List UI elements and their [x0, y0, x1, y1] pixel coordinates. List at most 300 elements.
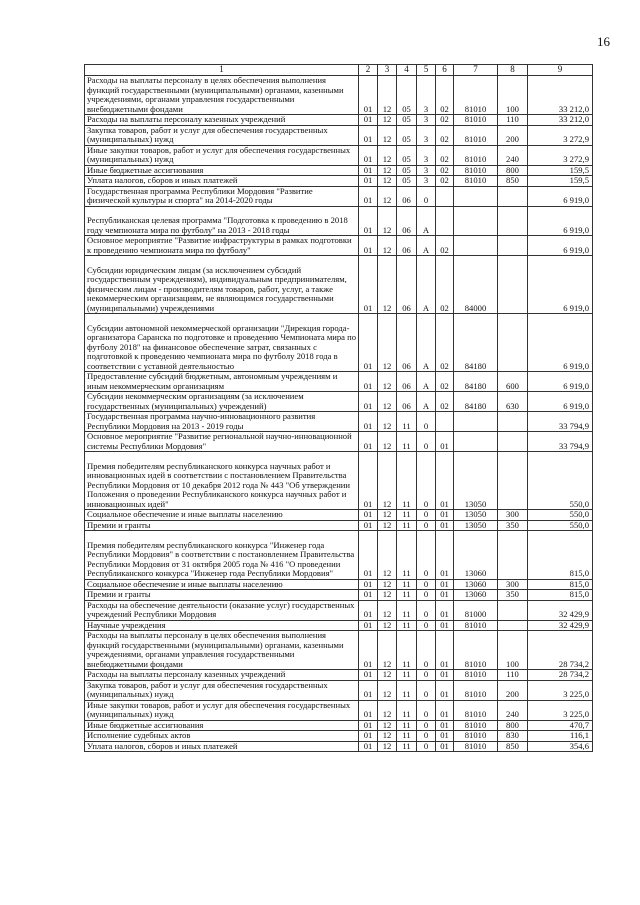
column-header: 1 — [85, 65, 359, 76]
amount: 32 429,9 — [528, 620, 593, 631]
code-8: 830 — [498, 731, 528, 742]
code-2: 01 — [359, 520, 378, 531]
code-8 — [498, 452, 528, 510]
code-6: 01 — [436, 680, 454, 700]
row-description: Уплата налогов, сборов и иных платежей — [85, 176, 359, 187]
code-6: 01 — [436, 590, 454, 601]
budget-table — [84, 64, 593, 752]
table-row — [85, 631, 593, 670]
code-4: 06 — [397, 372, 417, 392]
code-8 — [498, 432, 528, 452]
code-6 — [436, 186, 454, 206]
code-4: 11 — [397, 731, 417, 742]
code-3: 12 — [378, 432, 397, 452]
table-row — [85, 520, 593, 531]
code-8: 110 — [498, 115, 528, 126]
table-row — [85, 392, 593, 412]
row-description: Премии и гранты — [85, 520, 359, 531]
code-6: 02 — [436, 76, 454, 115]
code-4: 11 — [397, 452, 417, 510]
code-2: 01 — [359, 531, 378, 580]
table-row — [85, 125, 593, 145]
code-8 — [498, 314, 528, 372]
table-row — [85, 372, 593, 392]
code-2: 01 — [359, 631, 378, 670]
table-row — [85, 600, 593, 620]
code-3: 12 — [378, 590, 397, 601]
column-header: 9 — [528, 65, 593, 76]
code-7: 84000 — [454, 256, 498, 314]
code-4: 06 — [397, 236, 417, 256]
code-2: 01 — [359, 412, 378, 432]
code-5: А — [417, 314, 436, 372]
code-7: 13050 — [454, 520, 498, 531]
amount: 6 919,0 — [528, 392, 593, 412]
code-5: 3 — [417, 76, 436, 115]
row-description: Социальное обеспечение и иные выплаты населению — [85, 579, 359, 590]
code-6: 01 — [436, 731, 454, 742]
code-2: 01 — [359, 432, 378, 452]
code-4: 11 — [397, 510, 417, 521]
code-4: 11 — [397, 670, 417, 681]
code-5: 0 — [417, 579, 436, 590]
code-6: 02 — [436, 236, 454, 256]
code-4: 11 — [397, 720, 417, 731]
table-row — [85, 700, 593, 720]
code-5: 3 — [417, 115, 436, 126]
row-description: Субсидии юридическим лицам (за исключением субсидий государственным учреждениям), индивидуальным предпринимателям, физическим лицам - производителям товаров, работ, услуг, а также некоммерческим организациям, не являющимся государственными (муниципальными) учреждениями — [85, 256, 359, 314]
code-2: 01 — [359, 452, 378, 510]
code-7: 81010 — [454, 700, 498, 720]
code-5: 3 — [417, 125, 436, 145]
code-2: 01 — [359, 579, 378, 590]
code-2: 01 — [359, 731, 378, 742]
row-description: Премии и гранты — [85, 590, 359, 601]
row-description: Научные учреждения — [85, 620, 359, 631]
table-row — [85, 256, 593, 314]
code-2: 01 — [359, 741, 378, 752]
code-3: 12 — [378, 256, 397, 314]
row-description: Иные бюджетные ассигнования — [85, 165, 359, 176]
code-6: 02 — [436, 314, 454, 372]
column-header: 5 — [417, 65, 436, 76]
row-description: Иные бюджетные ассигнования — [85, 720, 359, 731]
code-5: 0 — [417, 452, 436, 510]
code-7: 81010 — [454, 741, 498, 752]
code-5: А — [417, 206, 436, 236]
code-3: 12 — [378, 452, 397, 510]
table-row — [85, 510, 593, 521]
code-2: 01 — [359, 186, 378, 206]
code-4: 06 — [397, 256, 417, 314]
code-2: 01 — [359, 314, 378, 372]
code-8: 100 — [498, 631, 528, 670]
code-5: А — [417, 372, 436, 392]
code-5: 0 — [417, 600, 436, 620]
code-4: 11 — [397, 620, 417, 631]
code-3: 12 — [378, 579, 397, 590]
amount: 3 225,0 — [528, 680, 593, 700]
code-3: 12 — [378, 206, 397, 236]
table-row — [85, 741, 593, 752]
code-6: 02 — [436, 115, 454, 126]
table-row — [85, 579, 593, 590]
code-4: 11 — [397, 741, 417, 752]
code-8: 240 — [498, 145, 528, 165]
code-8: 200 — [498, 125, 528, 145]
row-description: Расходы на выплаты персоналу в целях обеспечения выполнения функций государственными (муниципальными) органами, казенными учреждениями, органами управления государственными внебюджетными фондами — [85, 631, 359, 670]
code-3: 12 — [378, 510, 397, 521]
code-2: 01 — [359, 510, 378, 521]
code-7: 81010 — [454, 631, 498, 670]
amount: 28 734,2 — [528, 631, 593, 670]
table-row — [85, 236, 593, 256]
code-5: 0 — [417, 700, 436, 720]
table-row — [85, 412, 593, 432]
code-6: 02 — [436, 372, 454, 392]
code-7: 81010 — [454, 176, 498, 187]
header-row — [85, 65, 593, 76]
column-header: 4 — [397, 65, 417, 76]
row-description: Основное мероприятие "Развитие инфраструктуры в рамках подготовки к проведению чемпионата мира по футболу" — [85, 236, 359, 256]
code-5: 0 — [417, 680, 436, 700]
code-8 — [498, 531, 528, 580]
code-5: 3 — [417, 145, 436, 165]
table-row — [85, 590, 593, 601]
code-7: 13050 — [454, 452, 498, 510]
amount: 815,0 — [528, 579, 593, 590]
amount: 6 919,0 — [528, 206, 593, 236]
table-row — [85, 314, 593, 372]
code-8: 100 — [498, 76, 528, 115]
row-description: Закупка товаров, работ и услуг для обеспечения государственных (муниципальных) нужд — [85, 125, 359, 145]
code-2: 01 — [359, 392, 378, 412]
code-8: 350 — [498, 520, 528, 531]
code-2: 01 — [359, 620, 378, 631]
code-5: 0 — [417, 631, 436, 670]
code-3: 12 — [378, 145, 397, 165]
table-row — [85, 432, 593, 452]
code-2: 01 — [359, 680, 378, 700]
code-5: 0 — [417, 620, 436, 631]
code-8: 850 — [498, 176, 528, 187]
code-8: 110 — [498, 670, 528, 681]
code-4: 05 — [397, 125, 417, 145]
code-3: 12 — [378, 700, 397, 720]
code-5: 0 — [417, 510, 436, 521]
amount: 815,0 — [528, 590, 593, 601]
code-7 — [454, 186, 498, 206]
code-7: 81010 — [454, 620, 498, 631]
table-row — [85, 76, 593, 115]
code-7: 13060 — [454, 531, 498, 580]
row-description: Иные закупки товаров, работ и услуг для обеспечения государственных (муниципальных) нужд — [85, 700, 359, 720]
row-description: Расходы на обеспечение деятельности (оказание услуг) государственных учреждений Республики Мордовия — [85, 600, 359, 620]
row-description: Расходы на выплаты персоналу казенных учреждений — [85, 115, 359, 126]
code-5: 0 — [417, 590, 436, 601]
code-7: 81010 — [454, 165, 498, 176]
code-4: 11 — [397, 531, 417, 580]
table-row — [85, 452, 593, 510]
row-description: Республиканская целевая программа "Подготовка к проведению в 2018 году чемпионата мира по футболу" на 2013 - 2018 годы — [85, 206, 359, 236]
row-description: Государственная программа научно-инновационного развития Республики Мордовия на 2013 - 2019 годы — [85, 412, 359, 432]
code-2: 01 — [359, 372, 378, 392]
code-6: 01 — [436, 741, 454, 752]
code-8 — [498, 412, 528, 432]
row-description: Премия победителям республиканского конкурса "Инженер года Республики Мордовия" в соответствии с постановлением Правительства Республики Мордовия от 31 октября 2005 года № 416 "О проведении Республиканского конкурса "Инженер года Республики Мордовия" — [85, 531, 359, 580]
code-4: 11 — [397, 579, 417, 590]
code-3: 12 — [378, 176, 397, 187]
code-5: 0 — [417, 186, 436, 206]
code-2: 01 — [359, 76, 378, 115]
amount: 28 734,2 — [528, 670, 593, 681]
column-header: 6 — [436, 65, 454, 76]
row-description: Предоставление субсидий бюджетным, автономным учреждениям и иным некоммерческим организациям — [85, 372, 359, 392]
code-3: 12 — [378, 631, 397, 670]
code-6: 01 — [436, 432, 454, 452]
code-4: 11 — [397, 631, 417, 670]
code-3: 12 — [378, 372, 397, 392]
code-7: 81010 — [454, 731, 498, 742]
table-row — [85, 720, 593, 731]
code-3: 12 — [378, 186, 397, 206]
table-row — [85, 620, 593, 631]
code-7 — [454, 206, 498, 236]
row-description: Субсидии некоммерческим организациям (за исключением государственных (муниципальных) учреждений) — [85, 392, 359, 412]
amount: 550,0 — [528, 510, 593, 521]
table-row — [85, 670, 593, 681]
code-7 — [454, 432, 498, 452]
code-3: 12 — [378, 76, 397, 115]
code-2: 01 — [359, 236, 378, 256]
code-2: 01 — [359, 125, 378, 145]
code-4: 06 — [397, 314, 417, 372]
code-5: 0 — [417, 670, 436, 681]
code-7: 81010 — [454, 680, 498, 700]
amount: 3 225,0 — [528, 700, 593, 720]
code-3: 12 — [378, 531, 397, 580]
code-4: 05 — [397, 76, 417, 115]
code-3: 12 — [378, 670, 397, 681]
row-description: Премия победителям республиканского конкурса научных работ и инновационных идей в соответствии с постановлением Правительства Республики Мордовия от 10 декабря 2012 года № 443 "Об утверждении Положения о проведении Республиканского конкурса научных работ и инновационных идей" — [85, 452, 359, 510]
code-2: 01 — [359, 115, 378, 126]
table-row — [85, 206, 593, 236]
code-6: 01 — [436, 600, 454, 620]
code-2: 01 — [359, 600, 378, 620]
code-4: 06 — [397, 206, 417, 236]
code-3: 12 — [378, 680, 397, 700]
code-6: 02 — [436, 176, 454, 187]
code-8: 300 — [498, 510, 528, 521]
code-6: 01 — [436, 452, 454, 510]
code-6: 01 — [436, 620, 454, 631]
code-3: 12 — [378, 731, 397, 742]
amount: 6 919,0 — [528, 256, 593, 314]
amount: 550,0 — [528, 452, 593, 510]
code-7: 81010 — [454, 720, 498, 731]
code-6 — [436, 206, 454, 236]
table-row — [85, 176, 593, 187]
code-4: 05 — [397, 145, 417, 165]
code-8: 350 — [498, 590, 528, 601]
code-6: 01 — [436, 520, 454, 531]
code-6: 01 — [436, 531, 454, 580]
amount: 6 919,0 — [528, 186, 593, 206]
code-8: 850 — [498, 741, 528, 752]
column-header: 3 — [378, 65, 397, 76]
code-6: 01 — [436, 579, 454, 590]
amount: 159,5 — [528, 176, 593, 187]
code-3: 12 — [378, 314, 397, 372]
amount: 3 272,9 — [528, 125, 593, 145]
column-header: 8 — [498, 65, 528, 76]
code-7: 81010 — [454, 145, 498, 165]
code-3: 12 — [378, 412, 397, 432]
code-7 — [454, 236, 498, 256]
code-2: 01 — [359, 165, 378, 176]
code-5: 0 — [417, 412, 436, 432]
amount: 33 212,0 — [528, 115, 593, 126]
code-4: 11 — [397, 520, 417, 531]
code-6: 01 — [436, 720, 454, 731]
code-5: 0 — [417, 520, 436, 531]
code-6: 01 — [436, 670, 454, 681]
code-8: 630 — [498, 392, 528, 412]
code-3: 12 — [378, 165, 397, 176]
code-7: 13060 — [454, 579, 498, 590]
code-4: 05 — [397, 176, 417, 187]
code-4: 05 — [397, 115, 417, 126]
code-3: 12 — [378, 125, 397, 145]
code-7: 81010 — [454, 670, 498, 681]
amount: 815,0 — [528, 531, 593, 580]
code-6: 02 — [436, 145, 454, 165]
code-8 — [498, 236, 528, 256]
code-6: 02 — [436, 256, 454, 314]
column-header: 2 — [359, 65, 378, 76]
page-number: 16 — [597, 34, 610, 49]
amount: 159,5 — [528, 165, 593, 176]
row-description: Уплата налогов, сборов и иных платежей — [85, 741, 359, 752]
code-2: 01 — [359, 590, 378, 601]
row-description: Исполнение судебных актов — [85, 731, 359, 742]
code-8: 800 — [498, 720, 528, 731]
amount: 470,7 — [528, 720, 593, 731]
code-4: 05 — [397, 165, 417, 176]
code-3: 12 — [378, 520, 397, 531]
code-6: 01 — [436, 510, 454, 521]
amount: 32 429,9 — [528, 600, 593, 620]
amount: 33 794,9 — [528, 432, 593, 452]
row-description: Иные закупки товаров, работ и услуг для обеспечения государственных (муниципальных) нужд — [85, 145, 359, 165]
code-8 — [498, 186, 528, 206]
code-8: 600 — [498, 372, 528, 392]
code-8: 800 — [498, 165, 528, 176]
code-7: 81010 — [454, 76, 498, 115]
code-6 — [436, 412, 454, 432]
amount: 116,1 — [528, 731, 593, 742]
code-2: 01 — [359, 256, 378, 314]
code-4: 06 — [397, 392, 417, 412]
row-description: Закупка товаров, работ и услуг для обеспечения государственных (муниципальных) нужд — [85, 680, 359, 700]
amount: 33 212,0 — [528, 76, 593, 115]
code-5: 0 — [417, 432, 436, 452]
code-4: 11 — [397, 680, 417, 700]
code-3: 12 — [378, 236, 397, 256]
row-description: Социальное обеспечение и иные выплаты населению — [85, 510, 359, 521]
amount: 354,6 — [528, 741, 593, 752]
code-2: 01 — [359, 670, 378, 681]
code-2: 01 — [359, 145, 378, 165]
code-7: 84180 — [454, 372, 498, 392]
row-description: Расходы на выплаты персоналу казенных учреждений — [85, 670, 359, 681]
code-4: 11 — [397, 432, 417, 452]
amount: 6 919,0 — [528, 236, 593, 256]
table-row — [85, 680, 593, 700]
code-4: 11 — [397, 700, 417, 720]
row-description: Субсидии автономной некоммерческой организации "Дирекция города-организатора Саранска по подготовке и проведению Чемпионата мира по футболу 2018" на финансовое обеспечение затрат, связанных с подготовкой к проведению чемпионата мира по футболу 2018 года в соответствии с уставной деятельностью — [85, 314, 359, 372]
code-7: 84180 — [454, 392, 498, 412]
code-8 — [498, 206, 528, 236]
table-row — [85, 186, 593, 206]
code-5: 0 — [417, 741, 436, 752]
code-6: 02 — [436, 165, 454, 176]
code-2: 01 — [359, 176, 378, 187]
code-3: 12 — [378, 600, 397, 620]
amount: 6 919,0 — [528, 314, 593, 372]
code-2: 01 — [359, 700, 378, 720]
code-6: 01 — [436, 631, 454, 670]
table-row — [85, 731, 593, 742]
code-7: 81000 — [454, 600, 498, 620]
code-4: 06 — [397, 186, 417, 206]
code-3: 12 — [378, 720, 397, 731]
code-3: 12 — [378, 620, 397, 631]
row-description: Государственная программа Республики Мордовия "Развитие физической культуры и спорта" на 2014-2020 годы — [85, 186, 359, 206]
amount: 6 919,0 — [528, 372, 593, 392]
code-4: 11 — [397, 590, 417, 601]
code-8 — [498, 256, 528, 314]
code-7: 13060 — [454, 590, 498, 601]
code-7: 81010 — [454, 125, 498, 145]
code-8 — [498, 600, 528, 620]
code-8 — [498, 620, 528, 631]
code-2: 01 — [359, 206, 378, 236]
code-3: 12 — [378, 115, 397, 126]
code-7: 81010 — [454, 115, 498, 126]
code-5: А — [417, 256, 436, 314]
code-7 — [454, 412, 498, 432]
table-row — [85, 145, 593, 165]
code-8: 300 — [498, 579, 528, 590]
code-8: 200 — [498, 680, 528, 700]
table-row — [85, 115, 593, 126]
code-5: 0 — [417, 720, 436, 731]
code-7: 13050 — [454, 510, 498, 521]
amount: 3 272,9 — [528, 145, 593, 165]
code-5: А — [417, 236, 436, 256]
code-5: 3 — [417, 176, 436, 187]
code-6: 02 — [436, 125, 454, 145]
row-description: Основное мероприятие "Развитие региональной научно-инновационной системы Республики Мордовия" — [85, 432, 359, 452]
amount: 550,0 — [528, 520, 593, 531]
code-5: 0 — [417, 531, 436, 580]
code-6: 02 — [436, 392, 454, 412]
code-8: 240 — [498, 700, 528, 720]
row-description: Расходы на выплаты персоналу в целях обеспечения выполнения функций государственными (муниципальными) органами, казенными учреждениями, органами управления государственными внебюджетными фондами — [85, 76, 359, 115]
code-4: 11 — [397, 412, 417, 432]
code-5: 0 — [417, 731, 436, 742]
